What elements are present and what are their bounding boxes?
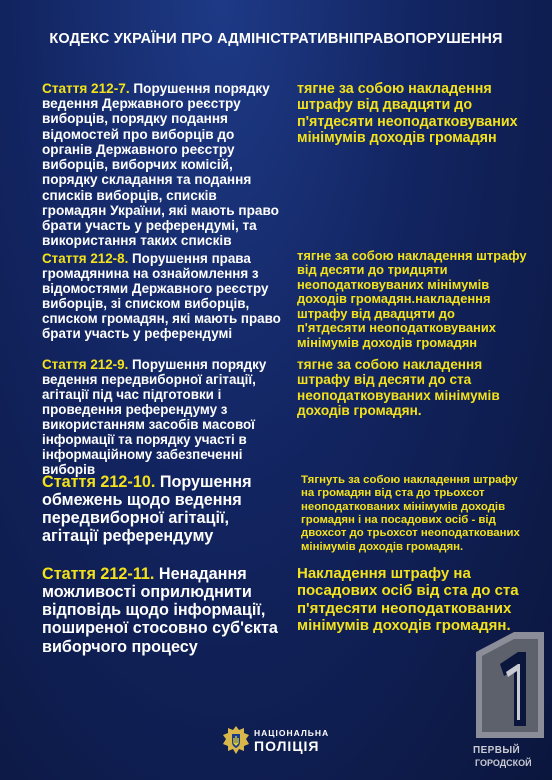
page-title: КОДЕКС УКРАЇНИ ПРО АДМІНІСТРАТИВНІПРАВОПОРУШЕННЯ — [49, 31, 503, 47]
article-text: Порушення права громадянина на ознайомлення з відомостями Державного реєстру виборців, зі списком виборців, списком громадян, які мають право брати участь у референдумі — [42, 251, 281, 341]
logo-label-line2: ГОРОДСКОЙ — [475, 758, 532, 768]
article-number: Стаття 212-10. — [42, 473, 156, 491]
article-number: Стаття 212-9. — [42, 357, 129, 372]
article-number: Стаття 212-8. — [42, 251, 129, 266]
article-212-9-description — [42, 357, 282, 477]
logo-label-line1: ПЕРВЫЙ — [473, 745, 521, 756]
article-212-11-description — [42, 565, 282, 656]
article-number: Стаття 212-7. — [42, 81, 130, 96]
national-police-logo — [222, 725, 342, 757]
article-number: Стаття 212-11. — [42, 565, 155, 583]
article-212-7-description — [42, 81, 282, 248]
first-city-logo — [470, 628, 550, 778]
article-212-8-penalty: тягне за собою накладення штрафу від десяти до тридцяти неоподатковуваних мінімумів доходів громадян.накладення штрафу від двадцяти до п'ятдесяти неоподатковуваних мінімумів доходів громадян — [297, 248, 527, 350]
article-text: Порушення порядку ведення передвиборної агітації, агітації під час підготовки і проведення референдуму з використанням засобів масової інформації та порядку участі в інформаційному забезпеченні виборів — [42, 357, 267, 477]
article-text: Порушення обмежень щодо ведення передвиборної агітації, агітації референдуму — [42, 473, 252, 546]
police-label-line1: НАЦІОНАЛЬНА — [254, 728, 330, 738]
article-212-9-penalty: тягне за собою накладення штрафу від десяти до ста неоподатковуваних мінімумів доходів громадян. — [297, 357, 500, 419]
article-212-8-description — [42, 251, 282, 341]
article-212-7-penalty: тягне за собою накладення штрафу від двадцяти до п'ятдесяти неоподатковуваних мінімумів доходів громадян — [297, 81, 518, 146]
police-emblem-icon — [222, 725, 250, 755]
article-text: Порушення порядку ведення Державного реєстру виборців, порядку подання відомостей про виборців до органів Державного реєстру виборців, виборчих комісій, порядку складання та подання списків виборців, списків громадян України, які мають право брати участь у референдумі, та використання таких списків — [42, 81, 279, 249]
article-212-10-description — [42, 473, 282, 546]
article-212-11-penalty: Накладення штрафу на посадових осіб від ста до ста п'ятдесяти неоподаткованих мінімумів доходів громадян. — [297, 565, 519, 634]
first-city-logo-icon — [470, 628, 550, 746]
article-text: Ненадання можливості оприлюднити відповідь щодо інформації, поширеної стосовно суб'єкта виборчого процесу — [42, 565, 278, 656]
police-label-line2: ПОЛІЦІЯ — [254, 738, 320, 754]
article-212-10-penalty: Тягнуть за собою накладення штрафу на громадян від ста до трьохсот неоподаткованих мінімумів доходів громадян і на посадових осіб - від двохсот до трьохсот неоподаткованих мінімумів доходів громадян. — [301, 474, 520, 553]
